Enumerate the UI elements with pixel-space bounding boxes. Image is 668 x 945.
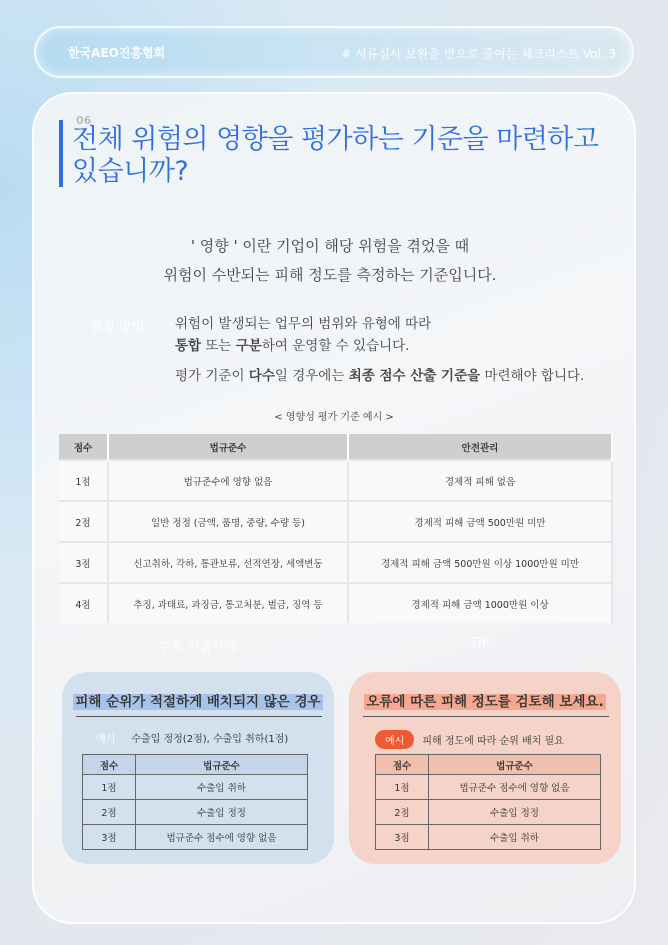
example-text: 수출입 정정(2점), 수출입 취하(1점)	[131, 734, 289, 745]
table-row	[59, 501, 612, 542]
method-p2-end: 마련해야 합니다.	[480, 368, 585, 384]
tip-box	[349, 672, 621, 864]
method-bold-multiple: 다수	[248, 368, 275, 384]
cell-compliance: 법규준수 점수에 영향 없음	[136, 825, 308, 850]
header-bar	[34, 26, 634, 78]
table-row	[59, 460, 612, 501]
table-row	[83, 825, 308, 850]
divider	[363, 716, 609, 717]
method-text	[175, 313, 584, 387]
header-score: 점수	[376, 755, 429, 775]
tip-example	[375, 730, 564, 749]
page-title	[72, 124, 612, 188]
cell-score: 3점	[83, 825, 136, 850]
tip-title-text: 오류에 따른 피해 정도를 검토해 보세요.	[366, 694, 604, 710]
tip-title	[349, 690, 621, 710]
title-line-2: 있습니까?	[72, 156, 189, 187]
header-score: 점수	[83, 755, 136, 775]
definition-line-2: 위험이 수반되는 피해 정도를 측정하는 기준입니다.	[163, 266, 497, 284]
header-compliance: 법규준수	[108, 434, 348, 460]
cell-safety: 경제적 피해 금액 500만원 이상 1000만원 미만	[348, 542, 612, 583]
cell-score: 1점	[83, 775, 136, 800]
bad-case-label: 주요 미흡사례	[158, 640, 238, 655]
cell-score: 2점	[376, 800, 429, 825]
cell-compliance: 수출입 정정	[136, 800, 308, 825]
definition	[120, 232, 540, 290]
title-line-1: 전체 위험의 영향을 평가하는 기준을 마련하고	[72, 124, 599, 155]
header-safety: 안전관리	[348, 434, 612, 460]
table-row	[83, 800, 308, 825]
table-header-row	[376, 755, 601, 775]
method-text-or: 또는	[201, 338, 236, 354]
org-name: 한국AEO진흥협회	[68, 46, 166, 60]
impact-criteria-table	[59, 434, 613, 623]
cell-safety: 경제적 피해 없음	[348, 460, 612, 501]
cell-score: 1점	[376, 775, 429, 800]
example-tag: 예시	[96, 734, 116, 745]
cell-compliance: 수출입 취하	[136, 775, 308, 800]
bad-case-example	[96, 730, 288, 745]
table-caption: < 영향성 평가 기준 예시 >	[274, 412, 394, 423]
bad-case-title-text: 피해 순위가 적절하게 배치되지 않은 경우	[75, 694, 321, 710]
cell-score: 1점	[59, 460, 108, 501]
cell-compliance: 신고취하, 각하, 통관보류, 선적연장, 세액변동	[108, 542, 348, 583]
method-paragraph-1	[175, 313, 584, 357]
method-text-end: 하여 운영할 수 있습니다.	[261, 338, 410, 354]
bad-case-table	[82, 754, 308, 850]
cell-score: 2점	[59, 501, 108, 542]
header-compliance: 법규준수	[429, 755, 601, 775]
divider	[76, 716, 322, 717]
cell-compliance: 법규준수 점수에 영향 없음	[429, 775, 601, 800]
cell-score: 2점	[83, 800, 136, 825]
example-text: 피해 정도에 따라 순위 배치 필요	[422, 736, 564, 747]
table-header-row	[83, 755, 308, 775]
method-bold-separate: 구분	[235, 338, 262, 354]
cell-score: 3점	[59, 542, 108, 583]
definition-line-1: ' 영향 ' 이란 기업이 해당 위험을 겪었을 때	[190, 237, 470, 255]
bad-case-box	[62, 672, 334, 864]
method-text-a: 위험이 발생되는 업무의 범위와 유형에 따라	[175, 316, 432, 332]
cell-compliance: 수출입 취하	[429, 825, 601, 850]
title-accent-bar	[59, 120, 63, 187]
table-row	[59, 542, 612, 583]
cell-score: 3점	[376, 825, 429, 850]
tip-table	[375, 754, 601, 850]
header-tag: # 서류심사 보완을 반으로 줄이는 체크리스트 Vol. 3	[341, 47, 616, 61]
header-score: 점수	[59, 434, 108, 460]
table-header-row	[59, 434, 612, 460]
method-p2-a: 평가 기준이	[175, 368, 249, 384]
method-bold-final-score: 최종 점수 산출 기준을	[348, 368, 481, 384]
cell-compliance: 일반 정정 (금액, 품명, 중량, 수량 등)	[108, 501, 348, 542]
method-label: 설정 방법	[90, 320, 145, 335]
method-p2-mid: 일 경우에는	[274, 368, 349, 384]
table-row	[376, 825, 601, 850]
cell-compliance: 수출입 정정	[429, 800, 601, 825]
table-row	[59, 583, 612, 623]
example-tag: 예시	[375, 730, 414, 749]
cell-score: 4점	[59, 583, 108, 623]
section-number: 06	[76, 114, 92, 127]
table-row	[376, 775, 601, 800]
method-bold-integrated: 통합	[175, 338, 202, 354]
method-paragraph-2	[175, 365, 584, 387]
table-row	[83, 775, 308, 800]
cell-safety: 경제적 피해 금액 500만원 미만	[348, 501, 612, 542]
header-compliance: 법규준수	[136, 755, 308, 775]
cell-compliance: 법규준수에 영향 없음	[108, 460, 348, 501]
cell-compliance: 추징, 과태료, 과징금, 통고처분, 벌금, 징역 등	[108, 583, 348, 623]
cell-safety: 경제적 피해 금액 1000만원 이상	[348, 583, 612, 623]
tip-label: TIP	[470, 636, 490, 651]
table-row	[376, 800, 601, 825]
bad-case-title	[62, 690, 334, 710]
